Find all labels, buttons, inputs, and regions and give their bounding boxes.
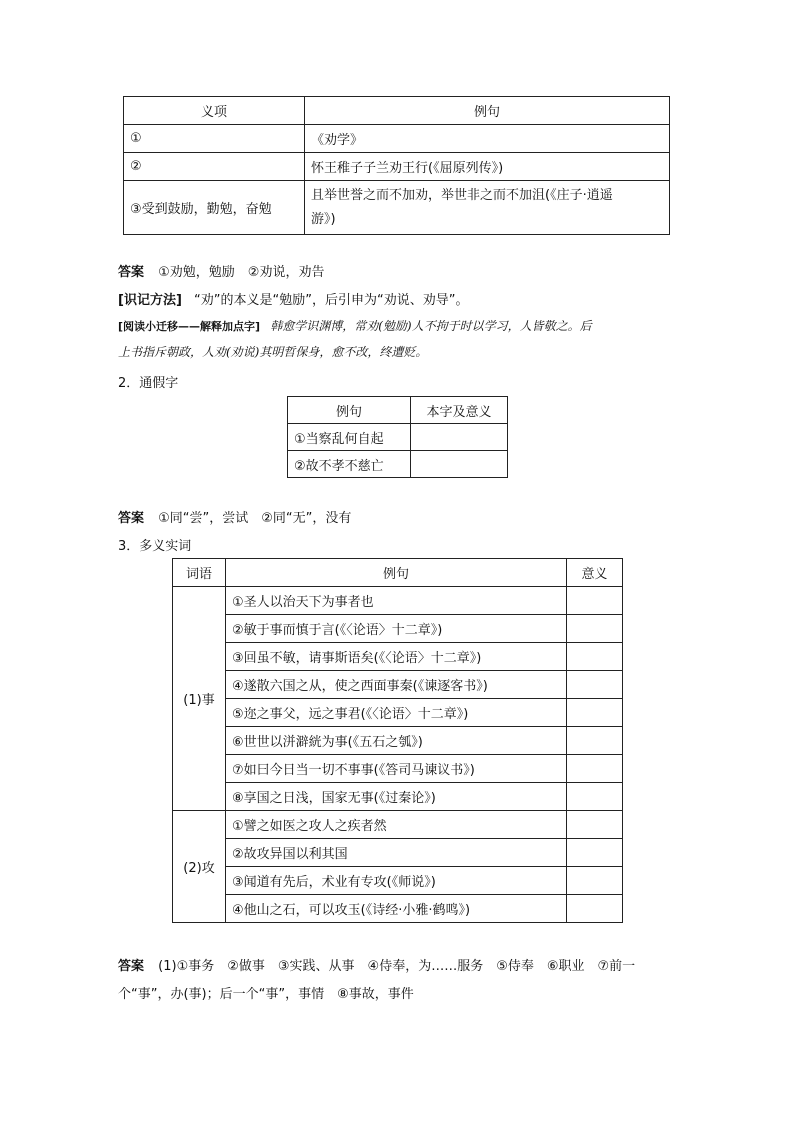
table-cell: ①圣人以治天下为事者也 xyxy=(226,587,567,615)
answer-1 xyxy=(118,261,324,280)
table-cell: ③受到鼓励，勤勉，奋勉 xyxy=(124,181,305,235)
example-line: 且举世誉之而不加劝，举世非之而不加沮(《庄子·逍遥 xyxy=(311,187,613,203)
table-header: 例句 xyxy=(226,559,567,587)
meaning-cell xyxy=(567,783,623,811)
table-cell: ④他山之石，可以攻玉(《诗经·小雅·鹤鸣》) xyxy=(226,895,567,923)
table-cell xyxy=(411,424,508,451)
answer-label: 答案 xyxy=(118,959,145,974)
table-cell: ③回虽不敏，请事斯语矣(《〈论语〉十二章》) xyxy=(226,643,567,671)
meaning-cell xyxy=(567,727,623,755)
answer-text: (1)①事务 ②做事 ③实践、从事 ④侍奉，为……服务 ⑤侍奉 ⑥职业 ⑦前一 xyxy=(158,959,636,974)
answer-2 xyxy=(118,507,351,526)
table-header: 词语 xyxy=(173,559,226,587)
table-cell: ② xyxy=(124,153,305,181)
table-cell: ⑤迩之事父，远之事君(《〈论语〉十二章》) xyxy=(226,699,567,727)
table-cell: ④遂散六国之从，使之西面事秦(《谏逐客书》) xyxy=(226,671,567,699)
table-cell: ②敏于事而慎于言(《〈论语〉十二章》) xyxy=(226,615,567,643)
meaning-cell xyxy=(567,755,623,783)
meaning-cell xyxy=(567,615,623,643)
table-cell xyxy=(305,181,670,235)
table-header: 例句 xyxy=(305,97,670,125)
table-cell: 怀王稚子子兰劝王行(《屈原列传》) xyxy=(305,153,670,181)
meaning-cell xyxy=(567,811,623,839)
memory-method xyxy=(118,289,468,308)
section-title: 3．多义实词 xyxy=(118,539,192,554)
meaning-cell xyxy=(567,867,623,895)
table-header: 例句 xyxy=(288,397,411,424)
meaning-cell xyxy=(567,587,623,615)
table-header: 本字及意义 xyxy=(411,397,508,424)
table-cell: ②故不孝不慈亡 xyxy=(288,451,411,478)
tongjia-table xyxy=(287,396,508,478)
meaning-cell xyxy=(567,699,623,727)
reading-text: 韩愈学识渊博，常劝(勉励)人不拘于时以学习，人皆敬之。后 xyxy=(270,319,592,333)
table-cell: 《劝学》 xyxy=(305,125,670,153)
meaning-table-quan xyxy=(123,96,670,235)
table-cell: ③闻道有先后，术业有专攻(《师说》) xyxy=(226,867,567,895)
table-header: 意义 xyxy=(567,559,623,587)
reading-label: [阅读小迁移——解释加点字] xyxy=(118,320,261,333)
table-cell: ②故攻异国以利其国 xyxy=(226,839,567,867)
memory-method-text: “劝”的本义是“勉励”，后引申为“劝说、劝导”。 xyxy=(194,293,469,308)
table-cell: ⑦如曰今日当一切不事事(《答司马谏议书》) xyxy=(226,755,567,783)
memory-method-label: [识记方法] xyxy=(118,293,182,308)
table-cell: ① xyxy=(124,125,305,153)
section-title: 2．通假字 xyxy=(118,376,179,391)
word-cell: (2)攻 xyxy=(173,811,226,923)
answer-3-line2: 个“事”，办(事)；后一个“事”，事情 ⑧事故，事件 xyxy=(118,987,414,1002)
table-cell: ①当察乱何自起 xyxy=(288,424,411,451)
meaning-cell xyxy=(567,895,623,923)
meaning-cell xyxy=(567,839,623,867)
answer-label: 答案 xyxy=(118,511,145,526)
word-cell: (1)事 xyxy=(173,587,226,811)
reading-text-line2: 上书指斥朝政，人劝(劝说)其明哲保身，愈不改，终遭贬。 xyxy=(118,345,428,359)
reading-transfer xyxy=(118,317,592,334)
meaning-cell xyxy=(567,671,623,699)
table-cell: ⑧享国之日浅，国家无事(《过秦论》) xyxy=(226,783,567,811)
table-cell xyxy=(411,451,508,478)
polysemy-table xyxy=(172,558,623,923)
table-cell: ①譬之如医之攻人之疾者然 xyxy=(226,811,567,839)
example-line: 游》) xyxy=(311,211,336,227)
answer-text: ①同“尝”，尝试 ②同“无”，没有 xyxy=(158,511,352,526)
answer-label: 答案 xyxy=(118,265,145,280)
answer-text: ①劝勉，勉励 ②劝说，劝告 xyxy=(158,265,325,280)
meaning-cell xyxy=(567,643,623,671)
table-cell: ⑥世世以洴澼絖为事(《五石之瓠》) xyxy=(226,727,567,755)
answer-3 xyxy=(118,955,635,974)
table-header: 义项 xyxy=(124,97,305,125)
